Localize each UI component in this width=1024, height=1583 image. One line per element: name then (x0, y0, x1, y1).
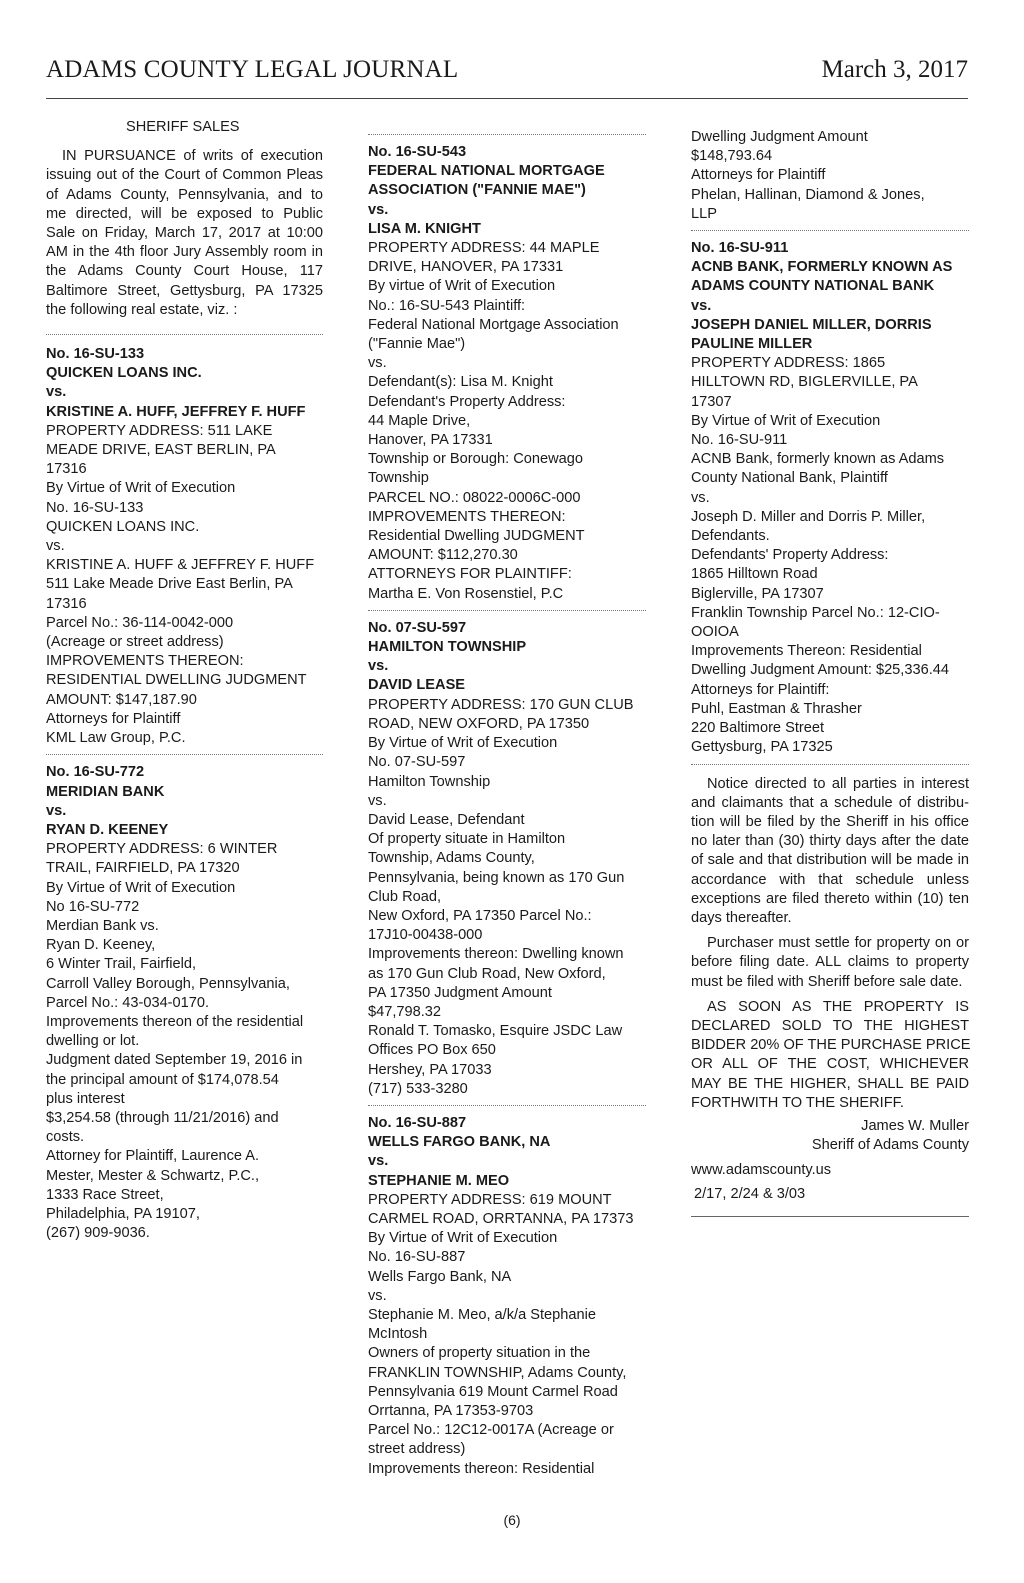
intro-line: Sale on Friday, March 17, 2017 at 10:00 (46, 225, 323, 242)
sale-line: Biglerville, PA 17307 (691, 585, 824, 602)
plaintiff: ACNB BANK, FORMERLY KNOWN AS (691, 259, 953, 276)
sale-line: 17J10-00438-000 (368, 927, 483, 944)
sale-line: Improvements Thereon: Residential (691, 643, 922, 660)
case-number: No. 16-SU-133 (46, 346, 145, 363)
sale-line: No 16-SU-772 (46, 898, 140, 915)
sale-line: Orrtanna, PA 17353-9703 (368, 1403, 534, 1419)
sale-line: Club Road, (368, 888, 442, 905)
case-number: No. 16-SU-887 (368, 1114, 467, 1131)
sale-line: Joseph D. Miller and Dorris P. Miller, (691, 508, 926, 525)
defendant: STEPHANIE M. MEO (368, 1172, 510, 1189)
sale-line: 44 Maple Drive, (368, 412, 471, 429)
sale-line: McIntosh (368, 1326, 428, 1343)
defendant: DAVID LEASE (368, 677, 466, 694)
sale-line: vs. (368, 1287, 387, 1304)
sale-line: Ryan D. Keeney, (46, 937, 156, 954)
intro-line: AM in the 4th floor Jury Assembly room in (46, 244, 323, 261)
sale-line: Merdian Bank vs. (46, 917, 159, 934)
page-number: (6) (503, 1512, 521, 1528)
sale-line: Stephanie M. Meo, a/k/a Stephanie (368, 1306, 596, 1323)
versus: vs. (46, 384, 67, 401)
sale-line: Township (368, 470, 429, 487)
sale-line: By Virtue of Writ of Execution (691, 412, 881, 429)
sale-line: 511 Lake Meade Drive East Berlin, PA (46, 576, 293, 593)
defendant: KRISTINE A. HUFF, JEFFREY F. HUFF (46, 403, 306, 420)
sale-line: (267) 909-9036. (46, 1225, 150, 1242)
divider (368, 610, 646, 611)
sale-line: Improvements thereon: Dwelling known (368, 946, 624, 963)
sale-line: Judgment dated September 19, 2016 in (46, 1052, 303, 1069)
sale-line: $148,793.64 (691, 148, 773, 165)
intro-line: IN PURSUANCE of writs of execution (62, 148, 323, 165)
sale-line: 6 Winter Trail, Fairfield, (46, 956, 197, 973)
divider (691, 764, 969, 765)
sale-line: Federal National Mortgage Association (368, 316, 619, 333)
sale-line: Puhl, Eastman & Thrasher (691, 700, 862, 717)
sale-line: 220 Baltimore Street (691, 720, 825, 737)
versus: vs. (46, 802, 67, 819)
sale-line: ACNB Bank, formerly known as Adams (691, 451, 945, 468)
sale-line: plus interest (46, 1090, 125, 1107)
sale-line: KML Law Group, P.C. (46, 730, 186, 747)
sale-line: 17316 (46, 461, 87, 478)
sale-line: TRAIL, FAIRFIELD, PA 17320 (46, 860, 240, 877)
sale-line: FRANKLIN TOWNSHIP, Adams County, (368, 1364, 627, 1381)
sale-line: Martha E. Von Rosenstiel, P.C (368, 585, 564, 602)
plaintiff: MERIDIAN BANK (46, 783, 165, 800)
defendant: JOSEPH DANIEL MILLER, DORRIS (691, 316, 932, 333)
plaintiff: ADAMS COUNTY NATIONAL BANK (691, 278, 935, 295)
sale-listing (46, 763, 323, 1243)
sale-line: Pennsylvania 619 Mount Carmel Road (368, 1383, 618, 1400)
divider (691, 230, 969, 231)
website-link[interactable]: www.adamscounty.us (691, 1162, 832, 1179)
column-1 (46, 118, 323, 1243)
plaintiff: QUICKEN LOANS INC. (46, 365, 202, 382)
sale-line: QUICKEN LOANS INC. (46, 518, 200, 535)
sale-line: PROPERTY ADDRESS: 170 GUN CLUB (368, 696, 634, 713)
sale-listing (691, 239, 969, 757)
case-number: No. 16-SU-772 (46, 764, 145, 781)
sale-line: Improvements thereon of the residential (46, 1013, 304, 1030)
notice-line: OR ALL OF THE COST, WHICHEVER (691, 1056, 969, 1073)
case-number: No. 07-SU-597 (368, 619, 467, 636)
versus: vs. (691, 297, 712, 314)
issue-date: March 3, 2017 (821, 56, 968, 83)
plaintiff: WELLS FARGO BANK, NA (368, 1134, 551, 1151)
sale-line: PROPERTY ADDRESS: 6 WINTER (46, 841, 278, 858)
sale-line: IMPROVEMENTS THEREON: (46, 653, 244, 670)
notice-line: no later than (30) thirty days after the date (691, 833, 969, 850)
sale-line: PROPERTY ADDRESS: 1865 (691, 355, 886, 372)
sale-line: Attorneys for Plaintiff (691, 167, 826, 184)
sale-line: PARCEL NO.: 08022-0006C-000 (368, 489, 581, 506)
intro-line: the Adams County Court House, 117 (46, 263, 323, 280)
sale-line: Ronald T. Tomasko, Esquire JSDC Law (368, 1023, 623, 1040)
plaintiff: HAMILTON TOWNSHIP (368, 639, 527, 656)
publication-dates: 2/17, 2/24 & 3/03 (694, 1185, 806, 1202)
sale-line: Phelan, Hallinan, Diamond & Jones, (691, 186, 925, 203)
notice-line: exceptions are filed thereto within (10) ten (691, 890, 969, 907)
journal-title: ADAMS COUNTY LEGAL JOURNAL (46, 56, 459, 83)
sale-line: Defendant's Property Address: (368, 393, 566, 410)
sale-line: 1333 Race Street, (46, 1186, 164, 1203)
notice-line: and claimants that a schedule of distribu- (691, 794, 969, 811)
sale-line: AMOUNT: $147,187.90 (46, 691, 197, 708)
sale-line: street address) (368, 1441, 466, 1458)
sale-line: Defendant(s): Lisa M. Knight (368, 374, 553, 391)
sale-line: dwelling or lot. (46, 1033, 140, 1050)
sale-line: Pennsylvania, being known as 170 Gun (368, 869, 625, 886)
sale-line: Mester, Mester & Schwartz, P.C., (46, 1167, 260, 1184)
sale-line: $3,254.58 (through 11/21/2016) and (46, 1109, 279, 1126)
notice-line: Purchaser must settle for property on or (707, 935, 969, 952)
signer-title: Sheriff of Adams County (811, 1137, 969, 1154)
notice-line: tion will be filed by the Sheriff in his office (691, 813, 969, 830)
sale-line: 17316 (46, 595, 87, 612)
sale-line: No. 07-SU-597 (368, 754, 466, 771)
sale-line: By Virtue of Writ of Execution (46, 879, 236, 896)
sale-line: CARMEL ROAD, ORRTANNA, PA 17373 (368, 1210, 634, 1227)
column-3 (691, 128, 969, 1217)
sale-line: costs. (46, 1129, 85, 1146)
sale-line: No. 16-SU-887 (368, 1249, 466, 1266)
sale-line: Attorneys for Plaintiff (46, 710, 181, 727)
sale-line: $47,798.32 (368, 1003, 442, 1020)
sale-line: Parcel No.: 36-114-0042-000 (46, 614, 234, 631)
sale-line: vs. (691, 489, 710, 506)
intro-line: of Adams County, Pennsylvania, and to (46, 186, 323, 203)
sale-line: RESIDENTIAL DWELLING JUDGMENT (46, 672, 307, 689)
notice-line: BIDDER 20% OF THE PURCHASE PRICE (691, 1037, 971, 1054)
notice-line: days thereafter. (691, 909, 792, 926)
sale-line: Offices PO Box 650 (368, 1042, 496, 1059)
sale-line: No.: 16-SU-543 Plaintiff: (368, 297, 526, 314)
sale-line: No. 16-SU-133 (46, 499, 144, 516)
sale-line: IMPROVEMENTS THEREON: (368, 508, 566, 525)
divider (368, 1105, 646, 1106)
intro-line: issuing out of the Court of Common Pleas (46, 167, 323, 184)
sale-line: Hamilton Township (368, 773, 491, 790)
sale-line: New Oxford, PA 17350 Parcel No.: (368, 907, 592, 924)
intro-line: me directed, will be exposed to Public (46, 205, 323, 222)
sale-line: PROPERTY ADDRESS: 511 LAKE (46, 422, 273, 439)
sale-line: Defendants. (691, 528, 770, 545)
sale-line: By Virtue of Writ of Execution (46, 480, 236, 497)
sale-line: vs. (368, 792, 387, 809)
case-number: No. 16-SU-543 (368, 144, 467, 160)
sale-line: Defendants' Property Address: (691, 547, 889, 564)
sale-listing (368, 619, 646, 1099)
distribution-notice (691, 775, 969, 929)
sale-line: Attorney for Plaintiff, Laurence A. (46, 1148, 260, 1165)
sale-line: Hanover, PA 17331 (368, 432, 493, 449)
sale-line: By virtue of Writ of Execution (368, 278, 556, 295)
sale-line: KRISTINE A. HUFF & JEFFREY F. HUFF (46, 557, 315, 574)
sale-line: Wells Fargo Bank, NA (368, 1268, 512, 1285)
notice-line: FORTHWITH TO THE SHERIFF. (691, 1094, 904, 1111)
sale-line: Township or Borough: Conewago (368, 451, 583, 468)
notice-line: of sale and that distribution will be made in (691, 852, 969, 869)
sale-line: Franklin Township Parcel No.: 12-CIO- (691, 604, 940, 621)
sale-line: Parcel No.: 12C12-0017A (Acreage or (368, 1422, 614, 1439)
sale-line: LLP (691, 205, 717, 222)
intro-paragraph (46, 147, 323, 320)
sale-line: HILLTOWN RD, BIGLERVILLE, PA (691, 374, 918, 391)
payment-notice (691, 998, 969, 1113)
sale-line: By Virtue of Writ of Execution (368, 735, 558, 752)
sale-line: vs. (46, 538, 65, 555)
notice-line: DECLARED SOLD TO THE HIGHEST (691, 1017, 969, 1034)
sale-line: County National Bank, Plaintiff (691, 470, 888, 487)
sale-line: ATTORNEYS FOR PLAINTIFF: (368, 566, 572, 583)
end-rule (691, 1216, 969, 1217)
notice-line: before filing date. ALL claims to property (691, 954, 969, 971)
defendant: RYAN D. KEENEY (46, 821, 169, 838)
journal-header (46, 56, 968, 99)
section-title: SHERIFF SALES (126, 119, 240, 135)
continued-listing (691, 128, 969, 224)
sale-line: Parcel No.: 43-034-0170. (46, 994, 210, 1011)
sale-line: Philadelphia, PA 19107, (46, 1205, 200, 1222)
notice-line: Notice directed to all parties in interest (707, 775, 969, 792)
defendant: LISA M. KNIGHT (368, 220, 481, 237)
divider (368, 134, 646, 135)
versus: vs. (368, 658, 389, 675)
sale-line: 17307 (691, 393, 732, 410)
sale-line: David Lease, Defendant (368, 811, 525, 828)
sale-line: Carroll Valley Borough, Pennsylvania, (46, 975, 290, 992)
sale-line: MEADE DRIVE, EAST BERLIN, PA (46, 442, 276, 459)
sale-line: Attorneys for Plaintiff: (691, 681, 830, 698)
notice-line: must be filed with Sheriff before sale date. (691, 973, 963, 990)
versus: vs. (368, 201, 389, 218)
sale-line: the principal amount of $174,078.54 (46, 1071, 279, 1088)
notice-line: MAY BE THE HIGHER, SHALL BE PAID (691, 1075, 969, 1092)
purchaser-notice (691, 934, 969, 992)
sale-line: Of property situate in Hamilton (368, 831, 566, 848)
sale-line: Township, Adams County, (368, 850, 535, 867)
sale-listing (46, 345, 323, 748)
divider (46, 334, 323, 335)
sale-line: Improvements thereon: Residential (368, 1460, 595, 1477)
sale-line: vs. (368, 355, 387, 372)
versus: vs. (368, 1153, 389, 1170)
sale-line: PA 17350 Judgment Amount (368, 984, 552, 1001)
sale-line: DRIVE, HANOVER, PA 17331 (368, 259, 564, 276)
sale-line: Gettysburg, PA 17325 (691, 739, 833, 756)
intro-line: the following real estate, viz. : (46, 301, 238, 318)
sale-line: Owners of property situation in the (368, 1345, 591, 1362)
sale-line: By Virtue of Writ of Execution (368, 1230, 558, 1247)
notice-line: AS SOON AS THE PROPERTY IS (707, 998, 969, 1015)
case-number: No. 16-SU-911 (691, 240, 789, 257)
sale-line: 1865 Hilltown Road (691, 566, 818, 583)
plaintiff: ASSOCIATION ("FANNIE MAE") (368, 182, 586, 199)
sale-line: PROPERTY ADDRESS: 44 MAPLE (368, 240, 600, 257)
sale-line: AMOUNT: $112,270.30 (368, 547, 518, 564)
intro-line: Baltimore Street, Gettysburg, PA 17325 (46, 282, 323, 299)
column-2 (368, 118, 646, 1479)
sale-line: Dwelling Judgment Amount: $25,336.44 (691, 662, 949, 679)
sale-line: ROAD, NEW OXFORD, PA 17350 (368, 715, 590, 732)
sale-listing (368, 1114, 646, 1479)
sale-line: as 170 Gun Club Road, New Oxford, (368, 965, 606, 982)
notice-line: accordance with that schedule unless (691, 871, 969, 888)
sale-listing (368, 143, 646, 604)
sale-line: OOIOA (691, 624, 739, 641)
sale-line: Dwelling Judgment Amount (691, 129, 868, 145)
defendant: PAULINE MILLER (691, 336, 813, 353)
sale-line: PROPERTY ADDRESS: 619 MOUNT (368, 1191, 612, 1208)
sale-line: (717) 533-3280 (368, 1080, 468, 1097)
sale-line: (Acreage or street address) (46, 634, 224, 651)
plaintiff: FEDERAL NATIONAL MORTGAGE (368, 163, 605, 180)
sale-line: No. 16-SU-911 (691, 432, 788, 449)
divider (46, 754, 323, 755)
sale-line: Hershey, PA 17033 (368, 1061, 492, 1078)
sale-line: Residential Dwelling JUDGMENT (368, 528, 585, 545)
sale-line: ("Fannie Mae") (368, 336, 466, 353)
signer-name: James W. Muller (861, 1117, 969, 1134)
